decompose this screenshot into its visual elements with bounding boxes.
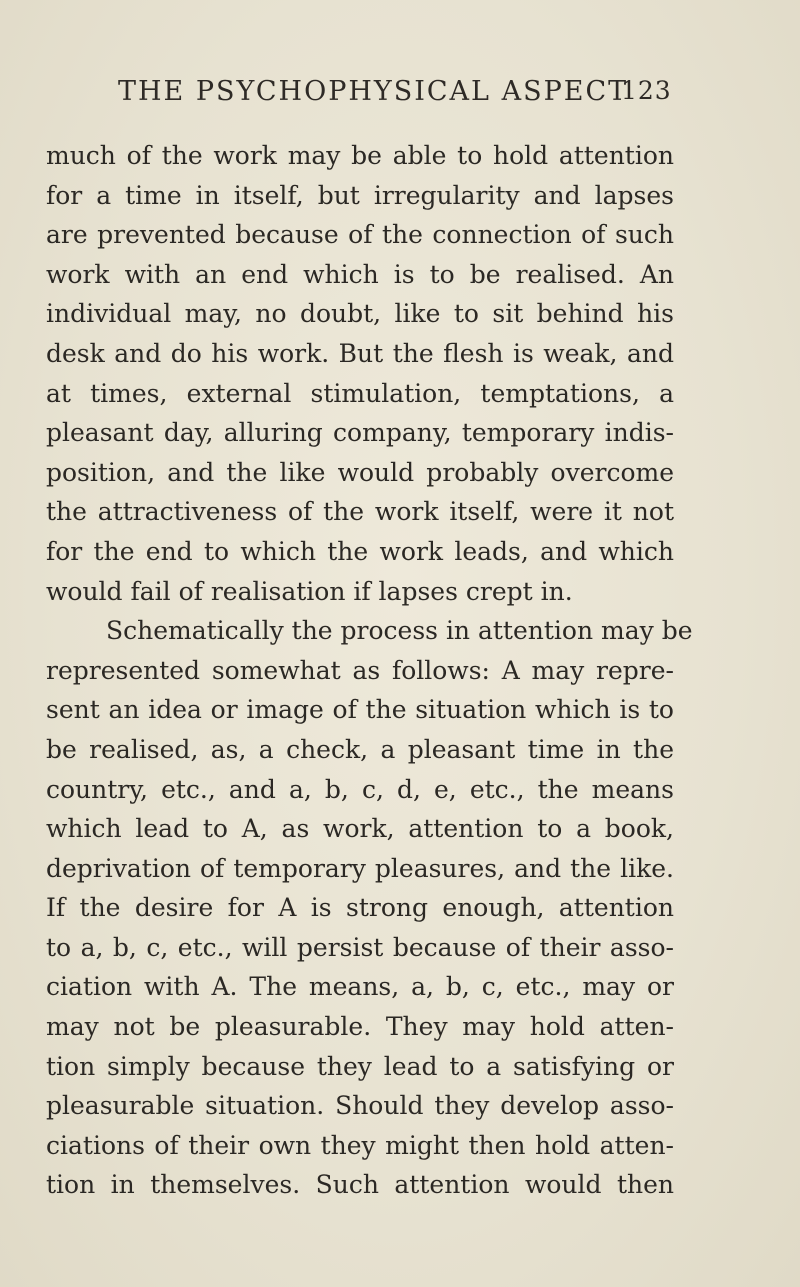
text-line: Schematically the process in attention may be — [106, 616, 693, 646]
text-line: represented somewhat as follows: A may repre- — [46, 655, 674, 685]
text-line: the attractiveness of the work itself, were it not — [46, 497, 674, 527]
text-line: for the end to which the work leads, and which — [46, 536, 674, 566]
text-line: which lead to A, as work, attention to a book, — [46, 814, 674, 844]
page-number: 123 — [621, 76, 672, 105]
text-line: are prevented because of the connection of such — [46, 220, 674, 250]
text-line: at times, external stimulation, temptations, a — [46, 378, 674, 408]
text-line: desk and do his work. But the flesh is weak, and — [46, 338, 674, 368]
running-head — [0, 76, 800, 116]
text-line: position, and the like would probably overcome — [46, 457, 674, 487]
text-line: for a time in itself, but irregularity and lapses — [46, 180, 674, 210]
text-line: pleasant day, alluring company, temporary indis- — [46, 418, 674, 448]
text-line: to a, b, c, etc., will persist because of their asso- — [46, 932, 674, 962]
text-line: much of the work may be able to hold attention — [46, 141, 674, 170]
text-line: would fail of realisation if lapses crept in. — [46, 576, 573, 606]
text-line: tion simply because they lead to a satisfying or — [46, 1051, 674, 1081]
text-line: ciation with A. The means, a, b, c, etc., may or — [46, 972, 674, 1002]
text-line: work with an end which is to be realised. An — [46, 259, 674, 289]
text-line: tion in themselves. Such attention would then — [46, 1170, 674, 1200]
running-title: THE PSYCHOPHYSICAL ASPECT — [118, 76, 629, 107]
text-line: ciations of their own they might then hold atten- — [46, 1130, 674, 1160]
body-text — [46, 136, 693, 1205]
text-line: If the desire for A is strong enough, attention — [46, 893, 674, 923]
text-line: be realised, as, a check, a pleasant time in the — [46, 734, 674, 764]
text-line: deprivation of temporary pleasures, and the like. — [46, 853, 674, 883]
text-line: country, etc., and a, b, c, d, e, etc., the means — [46, 774, 674, 804]
text-line: may not be pleasurable. They may hold atten- — [46, 1012, 674, 1042]
text-line: pleasurable situation. Should they develop asso- — [46, 1091, 674, 1121]
text-line: individual may, no doubt, like to sit behind his — [46, 299, 674, 329]
text-line: sent an idea or image of the situation which is to — [46, 695, 674, 725]
